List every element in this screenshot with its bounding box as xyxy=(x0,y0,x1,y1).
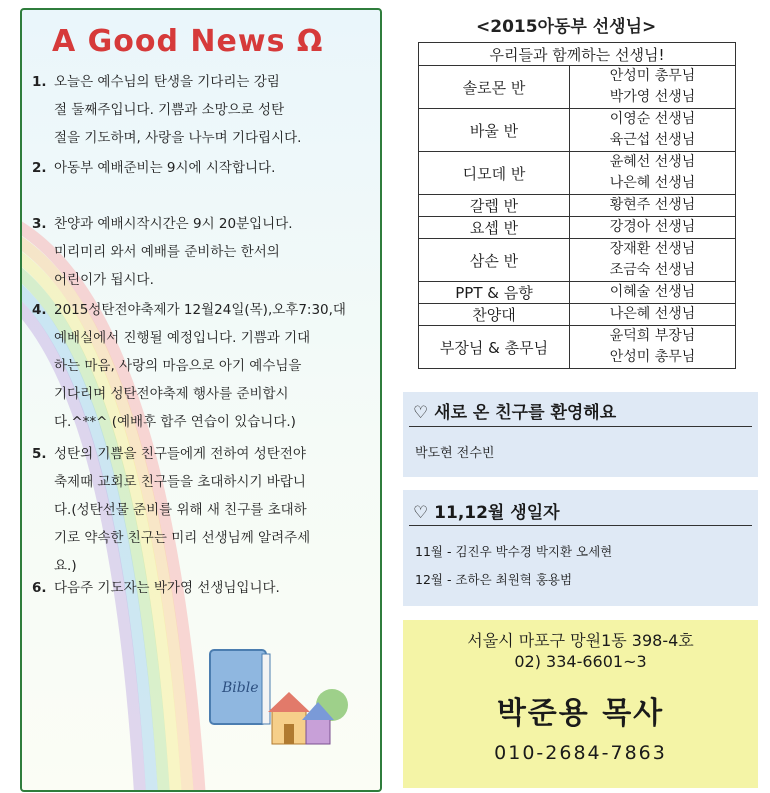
class-name: 디모데 반 xyxy=(419,152,570,195)
news-item-1: 1. 오늘은 예수님의 탄생을 기다리는 강림 절 둘째주입니다. 기쁨과 소망으로 성탄 절을 기도하며, 사랑을 나누며 기다립시다. xyxy=(32,74,302,146)
news-item-4: 4. 2015성탄전야축제가 12월24일(목),오후7:30,대 예배실에서 진행될 예정입니다. 기쁨과 기대 하는 마음, 사랑의 마음으로 아기 예수님을 기다리며 성탄전야축제 행사를 준비합시 다.^**^ (예배후 합주 연습이 있습니다.) xyxy=(32,302,346,430)
teachers-heading: <2015아동부 선생님> xyxy=(476,17,657,37)
birthdays-box xyxy=(403,490,758,606)
class-name: 솔로몬 반 xyxy=(419,66,570,109)
teacher-names: 윤덕희 부장님 안성미 총무님 xyxy=(570,326,736,369)
table-row xyxy=(419,304,736,326)
news-item-6: 6. 다음주 기도자는 박가영 선생님입니다. xyxy=(32,580,280,596)
teachers-table xyxy=(418,42,736,369)
new-friends-heading: ♡ 새로 온 친구를 환영해요 xyxy=(413,403,617,423)
teacher-names: 장재환 선생님 조금숙 선생님 xyxy=(570,239,736,282)
church-phone: 02) 334-6601~3 xyxy=(514,652,647,671)
table-row xyxy=(419,195,736,217)
new-friends-box xyxy=(403,392,758,477)
table-row xyxy=(419,282,736,304)
birthdays-november: 11월 - 김진우 박수경 박지환 오세현 xyxy=(415,544,613,559)
class-name: 삼손 반 xyxy=(419,239,570,282)
class-name: 바울 반 xyxy=(419,109,570,152)
teacher-names: 윤혜선 선생님 나은혜 선생님 xyxy=(570,152,736,195)
teacher-names: 이혜술 선생님 xyxy=(570,282,736,304)
new-friends-names: 박도현 전수빈 xyxy=(415,446,495,461)
teacher-names: 이영순 선생님 육근섭 선생님 xyxy=(570,109,736,152)
class-name: 갈렙 반 xyxy=(419,195,570,217)
table-row xyxy=(419,239,736,282)
newsletter-title: A Good News Ω xyxy=(52,24,324,59)
birthdays-december: 12월 - 조하은 최원혁 홍용범 xyxy=(415,572,573,587)
teacher-names: 나은혜 선생님 xyxy=(570,304,736,326)
contact-box xyxy=(403,620,758,788)
news-panel xyxy=(20,8,382,792)
teachers-subheading: 우리들과 함께하는 선생님! xyxy=(419,43,736,66)
house-illustration xyxy=(262,680,352,750)
class-name: PPT & 음향 xyxy=(419,282,570,304)
news-item-2: 2. 아동부 예배준비는 9시에 시작합니다. xyxy=(32,160,276,176)
teacher-names: 강경아 선생님 xyxy=(570,217,736,239)
teacher-names: 황현주 선생님 xyxy=(570,195,736,217)
pastor-name: 박준용 목사 xyxy=(496,696,665,731)
table-row xyxy=(419,217,736,239)
news-item-5: 5. 성탄의 기쁨을 친구들에게 전하여 성탄전야 축제때 교회로 친구들을 초대하시기 바랍니 다.(성탄선물 준비를 위해 새 친구를 초대하 기로 약속한 친구는 미리 선생님께 알려주세 요.) xyxy=(32,446,311,574)
class-name: 요셉 반 xyxy=(419,217,570,239)
pastor-mobile: 010-2684-7863 xyxy=(494,742,667,764)
birthdays-heading: ♡ 11,12월 생일자 xyxy=(413,503,560,523)
table-row xyxy=(419,152,736,195)
church-address: 서울시 마포구 망원1동 398-4호 xyxy=(467,631,694,650)
table-row xyxy=(419,109,736,152)
class-name: 찬양대 xyxy=(419,304,570,326)
class-name: 부장님 & 총무님 xyxy=(419,326,570,369)
divider xyxy=(409,426,752,427)
table-row xyxy=(419,66,736,109)
divider xyxy=(409,525,752,526)
svg-text:Bible: Bible xyxy=(222,680,259,696)
teacher-names: 안성미 총무님 박가영 선생님 xyxy=(570,66,736,109)
news-item-3: 3. 찬양과 예배시작시간은 9시 20분입니다. 미리미리 와서 예배를 준비하는 한서의 어린이가 됩시다. xyxy=(32,216,293,288)
table-row xyxy=(419,326,736,369)
